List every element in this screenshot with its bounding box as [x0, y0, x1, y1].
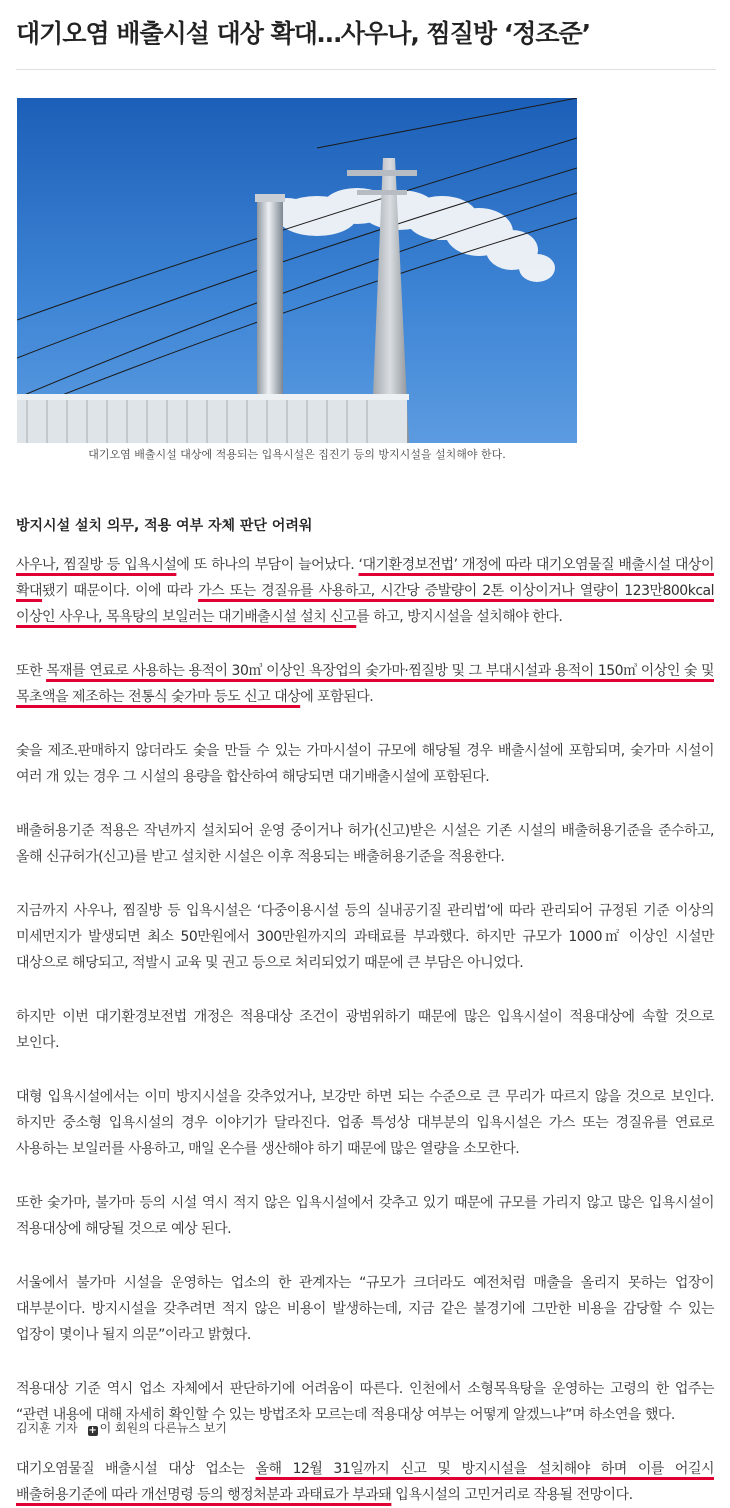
article-photo: [17, 98, 577, 443]
paragraph-6: 하지만 이번 대기환경보전법 개정은 적용대상 조건이 광범위하기 때문에 많은 입욕시설이 적용대상에 속할 것으로 보인다.: [16, 1009, 714, 1051]
article-body: [16, 552, 714, 1508]
highlighted-text: 가스 또는 경질유를 사용하고, 시간당 증발량이 2톤 이상이거나 열량이 123만800kcal 이상인 사우나, 목욕탕의 보일러는 대기배출시설 설치 신고: [16, 583, 714, 625]
more-news-label: 이 회원의 다른뉴스 보기: [99, 1421, 227, 1435]
author-name: 김지훈 기자: [16, 1421, 78, 1435]
paragraph-10: 적용대상 기준 역시 업소 자체에서 판단하기에 어려움이 따른다. 인천에서 소형목욕탕을 운영하는 고령의 한 업주는 “관련 내용에 대해 자세히 확인할 수 있는 방법조차 모르는데 적용대상 여부는 어떻게 알겠느냐”며 하소연을 했다.: [16, 1381, 714, 1423]
headline-divider: [16, 69, 716, 70]
paragraph-8: 또한 숯가마, 불가마 등의 시설 역시 적지 않은 입욕시설에서 갖추고 있기 때문에 규모를 가리지 않고 많은 입욕시설이 적용대상에 해당될 것으로 예상 된다.: [16, 1195, 714, 1237]
paragraph-3: 숯을 제조.판매하지 않더라도 숯을 만들 수 있는 가마시설이 규모에 해당될 경우 배출시설에 포함되며, 숯가마 시설이 여러 개 있는 경우 그 시설의 용량을 합산하여 해당되면 대기배출시설에 포함된다.: [16, 743, 714, 785]
more-news-link[interactable]: [88, 1421, 227, 1435]
highlighted-text: 올해 12월 31일까지 신고 및 방지시설을 설치해야 하며 이를 어길시 배출허용기준에 따라 개선명령 등의 행정처분과 과태료가 부과돼: [16, 1461, 714, 1503]
photo-caption: 대기오염 배출시설 대상에 적용되는 입욕시설은 집진기 등의 방지시설을 설치해야 한다.: [88, 448, 506, 461]
byline: [16, 1420, 227, 1436]
paragraph-2: [16, 658, 714, 710]
paragraph-7: 대형 입욕시설에서는 이미 방지시설을 갖추었거나, 보강만 하면 되는 수준으로 큰 무리가 따르지 않을 것으로 보인다. 하지만 중소형 입욕시설의 경우 이야기가 달라진다. 업종 특성상 대부분의 입욕시설은 가스 또는 경질유를 연료로 사용하는 보일러를 사용하고, 매일 온수를 생산해야 하기 때문에 많은 열량을 소모한다.: [16, 1089, 714, 1157]
paragraph-text: 됐기 때문이다. 이에 따라: [42, 583, 199, 599]
highlighted-text: 목재를 연료로 사용하는 용적이 30㎥ 이상인 욕장업의 숯가마·찜질방 및 그 부대시설과 용적이 150㎥ 이상인 숯 및 목초액을 제조하는 전통식 숯가마 등도 신고 대상: [16, 663, 714, 705]
highlighted-text: 사우나, 찜질방 등 입욕시설: [16, 557, 177, 573]
article-subhead: 방지시설 설치 의무, 적용 여부 자체 판단 어려워: [16, 518, 313, 534]
paragraph-text: 에 또 하나의 부담이 늘어났다.: [176, 557, 359, 573]
paragraph-text: 를 하고, 방지시설을 설치해야 한다.: [356, 609, 563, 625]
paragraph-text: 또한: [16, 663, 47, 679]
paragraph-text: 에 포함된다.: [300, 689, 374, 705]
plus-icon: +: [88, 1425, 97, 1436]
highlighted-text: ‘대기환경보전법’ 개정에 따라 대기오염물질 배출시설 대상이 확대: [16, 557, 714, 599]
paragraph-4: 배출허용기준 적용은 작년까지 설치되어 운영 중이거나 허가(신고)받은 시설은 기존 시설의 배출허용기준을 준수하고, 올해 신규허가(신고)를 받고 설치한 시설은 이후 적용되는 배출허용기준을 적용한다.: [16, 823, 714, 865]
paragraph-1: [16, 552, 714, 630]
paragraph-5: 지금까지 사우나, 찜질방 등 입욕시설은 ‘다중이용시설 등의 실내공기질 관리법’에 따라 관리되어 규정된 기준 이상의 미세먼지가 발생되면 최소 50만원에서 300만원까지의 과태료를 부과했다. 하지만 규모가 1000㎡ 이상인 시설만 대상으로 해당되고, 적발시 교육 및 권고 등으로 처리되었기 때문에 큰 부담은 아니었다.: [16, 903, 714, 971]
paragraph-9: 서울에서 불가마 시설을 운영하는 업소의 한 관계자는 “규모가 크더라도 예전처럼 매출을 올리지 못하는 업장이 대부분이다. 방지시설을 갖추려면 적지 않은 비용이 발생하는데, 지금 같은 불경기에 그만한 비용을 감당할 수 있는 업장이 몇이나 될지 의문”이라고 밝혔다.: [16, 1275, 714, 1343]
paragraph-11: [16, 1456, 714, 1508]
paragraph-text: 대기오염물질 배출시설 대상 업소는: [16, 1461, 256, 1477]
headline: 대기오염 배출시설 대상 확대…사우나, 찜질방 ‘정조준’: [16, 19, 591, 48]
paragraph-text: 입욕시설의 고민거리로 작용될 전망이다.: [391, 1487, 633, 1503]
